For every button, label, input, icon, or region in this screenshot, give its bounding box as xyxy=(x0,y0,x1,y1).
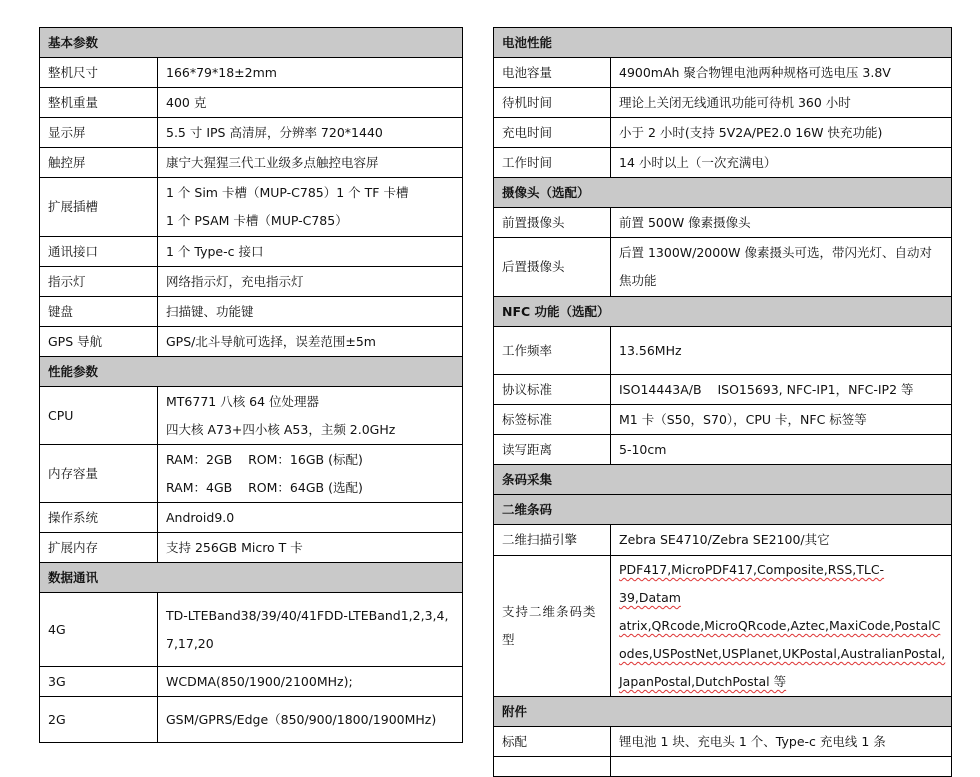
spec-value xyxy=(158,667,463,697)
spec-value xyxy=(158,697,463,743)
spec-key: 扩展内存 xyxy=(40,533,158,563)
spec-value xyxy=(158,148,463,178)
spec-value xyxy=(611,405,952,435)
section-header: 附件 xyxy=(494,697,952,727)
value-line: RAM：2GB ROM：16GB (标配) xyxy=(166,451,363,467)
spec-key: 协议标准 xyxy=(494,375,611,405)
spec-key: 前置摄像头 xyxy=(494,208,611,238)
spec-key: 2G xyxy=(40,697,158,743)
spec-key: 整机重量 xyxy=(40,88,158,118)
spec-key: 扩展插槽 xyxy=(40,178,158,237)
spec-value xyxy=(158,593,463,667)
spec-value xyxy=(611,435,952,465)
value-line: WCDMA(850/1900/2100MHz); xyxy=(166,673,353,689)
spec-key: 工作时间 xyxy=(494,148,611,178)
value-line: 小于 2 小时(支持 5V2A/PE2.0 16W 快充功能) xyxy=(619,124,883,140)
spec-value-empty xyxy=(611,757,952,777)
spec-key: 二维扫描引擎 xyxy=(494,525,611,556)
value-line: 后置 1300W/2000W 像素摄头可选，带闪光灯、自动对 xyxy=(619,245,933,260)
section-header: NFC 功能（选配） xyxy=(494,297,952,327)
value-line: RAM：4GB ROM：64GB (选配) xyxy=(166,479,363,495)
section-header: 电池性能 xyxy=(494,28,952,58)
spec-key: 4G xyxy=(40,593,158,667)
spec-key: 标签标准 xyxy=(494,405,611,435)
value-line: 前置 500W 像素摄像头 xyxy=(619,214,751,230)
spec-value xyxy=(611,238,952,297)
spec-key: 通讯接口 xyxy=(40,237,158,267)
section-header: 基本参数 xyxy=(40,28,463,58)
spec-value xyxy=(158,503,463,533)
value-line: ISO14443A/B ISO15693, NFC-IP1，NFC-IP2 等 xyxy=(619,381,914,397)
spec-table-left xyxy=(39,27,463,743)
value-line: 支持 256GB Micro T 卡 xyxy=(166,539,303,555)
value-line: TD-LTEBand38/39/40/41FDD-LTEBand1,2,3,4, xyxy=(166,607,449,623)
spec-value xyxy=(158,297,463,327)
value-line: 焦功能 xyxy=(619,273,657,288)
value-line: GSM/GPRS/Edge（850/900/1800/1900MHz) xyxy=(166,711,437,727)
spec-key: 键盘 xyxy=(40,297,158,327)
spec-key: 支持二维条码类型 xyxy=(494,556,611,697)
spec-table-right xyxy=(493,27,952,777)
spec-value xyxy=(611,327,952,375)
spec-value xyxy=(611,58,952,88)
value-line: 7,17,20 xyxy=(166,635,214,651)
value-line: 康宁大猩猩三代工业级多点触控电容屏 xyxy=(166,154,379,170)
spec-value xyxy=(158,118,463,148)
value-line: atrix,QRcode,MicroQRcode,Aztec,MaxiCode,PostalC xyxy=(619,618,941,633)
spec-value xyxy=(611,148,952,178)
spec-value xyxy=(158,445,463,503)
value-line: MT6771 八核 64 位处理器 xyxy=(166,393,320,409)
spec-key: 充电时间 xyxy=(494,118,611,148)
value-line: 1 个 PSAM 卡槽（MUP-C785） xyxy=(166,213,348,228)
value-line: M1 卡（S50，S70），CPU 卡，NFC 标签等 xyxy=(619,411,867,427)
spec-value xyxy=(158,178,463,237)
spec-value xyxy=(158,327,463,357)
value-line: JapanPostal,DutchPostal 等 xyxy=(619,674,787,689)
spec-key: 操作系统 xyxy=(40,503,158,533)
spec-key-empty xyxy=(494,757,611,777)
spec-value xyxy=(158,88,463,118)
spec-value xyxy=(611,88,952,118)
spec-key: 3G xyxy=(40,667,158,697)
value-line: Zebra SE4710/Zebra SE2100/其它 xyxy=(619,532,830,547)
spec-key: 后置摄像头 xyxy=(494,238,611,297)
spec-key: 指示灯 xyxy=(40,267,158,297)
value-line: 1 个 Sim 卡槽（MUP-C785）1 个 TF 卡槽 xyxy=(166,185,409,200)
spec-value xyxy=(158,237,463,267)
value-line: 400 克 xyxy=(166,94,207,110)
spec-key: 工作频率 xyxy=(494,327,611,375)
spec-value xyxy=(611,525,952,556)
spec-key: 内存容量 xyxy=(40,445,158,503)
value-line: 锂电池 1 块、充电头 1 个、Type-c 充电线 1 条 xyxy=(619,733,886,749)
section-header: 二维条码 xyxy=(494,495,952,525)
section-header: 条码采集 xyxy=(494,465,952,495)
value-line: 5.5 寸 IPS 高清屏，分辨率 720*1440 xyxy=(166,124,383,140)
value-line: Android9.0 xyxy=(166,509,235,525)
spec-key: 读写距离 xyxy=(494,435,611,465)
spec-value xyxy=(611,208,952,238)
value-line: 扫描键、功能键 xyxy=(166,303,254,319)
spec-value xyxy=(158,533,463,563)
spec-key: 电池容量 xyxy=(494,58,611,88)
section-header: 性能参数 xyxy=(40,357,463,387)
spec-key: 触控屏 xyxy=(40,148,158,178)
value-line: PDF417,MicroPDF417,Composite,RSS,TLC-39,Datam xyxy=(619,562,885,605)
spec-value xyxy=(611,118,952,148)
value-line: 1 个 Type-c 接口 xyxy=(166,243,264,259)
value-line: 13.56MHz xyxy=(619,342,682,358)
value-line: 166*79*18±2mm xyxy=(166,64,277,80)
spec-key: CPU xyxy=(40,387,158,445)
spec-value xyxy=(158,58,463,88)
value-line: 4900mAh 聚合物锂电池两种规格可选电压 3.8V xyxy=(619,64,891,80)
value-line: 网络指示灯，充电指示灯 xyxy=(166,273,304,289)
value-line: 14 小时以上（一次充满电） xyxy=(619,154,777,170)
spec-key: 标配 xyxy=(494,727,611,757)
section-header: 摄像头（选配） xyxy=(494,178,952,208)
spec-key: GPS 导航 xyxy=(40,327,158,357)
spec-value xyxy=(611,556,952,697)
value-line: odes,USPostNet,USPlanet,UKPostal,AustralianPostal, xyxy=(619,646,946,661)
spec-value xyxy=(611,375,952,405)
spec-key: 整机尺寸 xyxy=(40,58,158,88)
spec-key: 显示屏 xyxy=(40,118,158,148)
value-line: 5-10cm xyxy=(619,441,667,457)
spec-value xyxy=(158,267,463,297)
value-line: 理论上关闭无线通讯功能可待机 360 小时 xyxy=(619,94,851,110)
value-line: GPS/北斗导航可选择，误差范围±5m xyxy=(166,333,376,349)
value-line: 四大核 A73+四小核 A53，主频 2.0GHz xyxy=(166,421,396,437)
spec-key: 待机时间 xyxy=(494,88,611,118)
section-header: 数据通讯 xyxy=(40,563,463,593)
spec-value xyxy=(158,387,463,445)
